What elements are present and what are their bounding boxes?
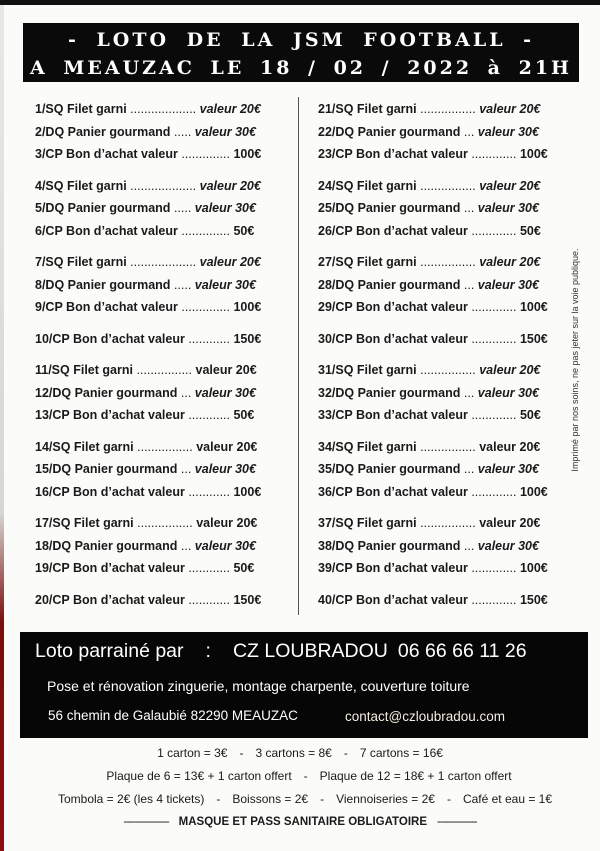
separator: -: [343, 746, 348, 760]
lot-value: valeur 30€: [477, 124, 539, 139]
sponsor-intro: Loto parrainé par: [35, 640, 184, 662]
lot-value: 50€: [233, 561, 255, 575]
leader-dots: ................: [136, 363, 193, 377]
event-title-banner: [23, 23, 579, 82]
lot-group: [318, 251, 563, 319]
lot-item: [35, 143, 285, 166]
lot-group: [318, 589, 563, 612]
lot-value: 150€: [233, 331, 262, 346]
lot-label: 20/CP Bon d’achat valeur: [35, 592, 185, 607]
price-list: [0, 742, 600, 834]
lot-label: 35/DQ Panier gourmand: [318, 462, 461, 476]
lot-label: 13/CP Bon d’achat valeur: [35, 408, 185, 422]
leader-dots: .............: [471, 408, 517, 422]
lot-item: [35, 328, 285, 351]
lot-value: valeur 20€: [479, 102, 541, 116]
lot-item: [35, 436, 285, 459]
price-item: Plaque de 12 = 18€ + 1 carton offert: [319, 769, 512, 783]
lot-value: 100€: [519, 300, 548, 314]
lot-value: 50€: [519, 408, 541, 422]
lot-label: 11/SQ Filet garni: [35, 363, 133, 377]
lot-value: valeur 20€: [199, 178, 261, 193]
lot-item: [35, 458, 285, 481]
separator: -: [446, 792, 451, 806]
lot-item: [318, 458, 563, 481]
lot-item: [318, 359, 563, 382]
lot-item: [35, 557, 285, 580]
photo-top-edge: [0, 0, 600, 5]
leader-dots: .....: [173, 124, 192, 139]
lot-item: [318, 535, 563, 558]
leader-dots: ................: [137, 439, 193, 454]
mandatory-notice: [0, 811, 600, 834]
lot-item: [35, 512, 285, 535]
leader-dots: ...: [463, 201, 475, 215]
lot-value: valeur 20€: [479, 439, 541, 454]
price-item: 3 cartons = 8€: [255, 746, 332, 760]
lot-value: valeur 30€: [477, 385, 539, 400]
leader-dots: ...: [463, 385, 475, 400]
lot-item: [318, 143, 563, 166]
lot-group: [318, 436, 563, 504]
lot-label: 16/CP Bon d’achat valeur: [35, 484, 185, 499]
lot-item: [35, 359, 285, 382]
lot-label: 8/DQ Panier gourmand: [35, 277, 171, 292]
lot-label: 6/CP Bon d’achat valeur: [35, 223, 178, 238]
lot-label: 4/SQ Filet garni: [35, 178, 127, 193]
lot-label: 3/CP Bon d’achat valeur: [35, 147, 178, 161]
lot-item: [318, 436, 563, 459]
mandatory-text: MASQUE ET PASS SANITAIRE OBLIGATOIRE: [178, 816, 427, 828]
lot-label: 29/CP Bon d’achat valeur: [318, 300, 468, 314]
lot-group: [35, 175, 285, 243]
lot-label: 5/DQ Panier gourmand: [35, 201, 171, 215]
lot-label: 18/DQ Panier gourmand: [35, 538, 178, 553]
lot-value: valeur 30€: [194, 385, 256, 400]
lot-item: [318, 220, 563, 243]
lot-label: 30/CP Bon d’achat valeur: [318, 331, 468, 346]
lot-item: [318, 98, 563, 121]
leader-dots: ............: [188, 484, 230, 499]
lot-value: valeur 20€: [199, 255, 261, 269]
lot-item: [35, 251, 285, 274]
lot-item: [35, 382, 285, 405]
lot-value: 50€: [233, 223, 255, 238]
lot-item: [318, 404, 563, 427]
lot-item: [318, 296, 563, 319]
leader-dots: ..............: [181, 300, 230, 314]
lot-label: 36/CP Bon d’achat valeur: [318, 484, 468, 499]
lot-value: valeur 30€: [194, 201, 256, 215]
price-item: Viennoiseries = 2€: [336, 792, 435, 806]
lot-group: [35, 251, 285, 319]
price-item: Plaque de 6 = 13€ + 1 carton offert: [106, 769, 292, 783]
leader-dots: ..............: [181, 147, 230, 161]
lots-column-right: [318, 98, 563, 620]
lot-item: [318, 557, 563, 580]
lot-item: [318, 197, 563, 220]
lot-label: 28/DQ Panier gourmand: [318, 277, 461, 292]
lot-label: 15/DQ Panier gourmand: [35, 462, 178, 476]
lot-group: [35, 98, 285, 166]
lot-item: [318, 121, 563, 144]
lot-group: [318, 328, 563, 351]
price-line-cartons: [0, 742, 600, 765]
lot-group: [35, 359, 285, 427]
lot-value: 50€: [233, 408, 255, 422]
lot-item: [35, 175, 285, 198]
lot-label: 19/CP Bon d’achat valeur: [35, 561, 185, 575]
lot-item: [35, 535, 285, 558]
lot-item: [318, 175, 563, 198]
lot-group: [318, 175, 563, 243]
lot-label: 22/DQ Panier gourmand: [318, 124, 461, 139]
event-date-location: A MEAUZAC LE 18 / 02 / 2022 à 21H: [29, 57, 573, 79]
lot-label: 9/CP Bon d’achat valeur: [35, 300, 178, 314]
leader-dots: .............: [471, 484, 517, 499]
lot-value: valeur 20€: [479, 516, 541, 530]
leader-dots: .....: [173, 201, 192, 215]
sponsor-name: CZ LOUBRADOU: [232, 640, 388, 662]
lot-item: [318, 328, 563, 351]
lot-label: 12/DQ Panier gourmand: [35, 385, 178, 400]
print-notice: Imprimé par nos soins, ne pas jeter sur la voie publique.: [570, 248, 580, 472]
lot-label: 37/SQ Filet garni: [318, 516, 417, 530]
sponsor-phone: 06 66 66 11 26: [397, 640, 527, 662]
lot-value: valeur 30€: [194, 124, 256, 139]
leader-dots: ...: [463, 462, 475, 476]
price-item: Tombola = 2€ (les 4 tickets): [57, 792, 205, 806]
lot-label: 24/SQ Filet garni: [318, 178, 417, 193]
price-line-extras: [0, 788, 600, 811]
price-line-plaques: [0, 765, 600, 788]
column-divider: [298, 97, 299, 615]
lot-item: [318, 589, 563, 612]
lot-label: 40/CP Bon d’achat valeur: [318, 592, 468, 607]
leader-dots: .............: [471, 300, 517, 314]
separator: -: [239, 746, 244, 760]
lot-value: valeur 30€: [194, 462, 256, 476]
leader-dots: .............: [471, 147, 517, 161]
leader-dots: .............: [471, 331, 517, 346]
dash-rule: --------------: [437, 816, 477, 828]
leader-dots: ...: [180, 385, 192, 400]
separator: -: [303, 769, 308, 783]
leader-dots: ...................: [130, 102, 197, 116]
leader-dots: .............: [471, 561, 517, 575]
lot-label: 31/SQ Filet garni: [318, 363, 417, 377]
sponsor-email: contact@czloubradou.com: [345, 709, 506, 724]
photo-left-edge: [0, 5, 4, 851]
lot-item: [35, 274, 285, 297]
lot-label: 10/CP Bon d’achat valeur: [35, 331, 185, 346]
lot-group: [35, 436, 285, 504]
price-item: 1 carton = 3€: [157, 746, 228, 760]
lot-value: valeur 20€: [479, 363, 541, 377]
lot-label: 32/DQ Panier gourmand: [318, 385, 461, 400]
leader-dots: ...................: [130, 178, 197, 193]
lot-value: valeur 30€: [477, 538, 539, 553]
leader-dots: ................: [137, 516, 193, 530]
sponsor-title: [35, 640, 527, 663]
lot-item: [35, 220, 285, 243]
lot-value: 100€: [233, 147, 262, 161]
lot-label: 26/CP Bon d’achat valeur: [318, 223, 468, 238]
separator: -: [216, 792, 221, 806]
leader-dots: ................: [420, 102, 476, 116]
lot-item: [318, 274, 563, 297]
leader-dots: .............: [471, 223, 517, 238]
lot-value: valeur 20€: [196, 516, 258, 530]
leader-dots: .............: [471, 592, 517, 607]
lot-item: [35, 197, 285, 220]
lot-value: 150€: [519, 592, 548, 607]
lot-value: 100€: [233, 300, 262, 314]
lot-item: [35, 121, 285, 144]
lot-value: 50€: [519, 223, 541, 238]
leader-dots: ................: [420, 516, 476, 530]
lot-value: valeur 30€: [477, 201, 539, 215]
lot-value: valeur 20€: [479, 178, 541, 193]
lot-value: 100€: [233, 484, 262, 499]
lot-label: 25/DQ Panier gourmand: [318, 201, 461, 215]
leader-dots: ...................: [130, 255, 197, 269]
leader-dots: ................: [420, 363, 476, 377]
lot-label: 1/SQ Filet garni: [35, 102, 127, 116]
price-item: Boissons = 2€: [232, 792, 309, 806]
lot-label: 34/SQ Filet garni: [318, 439, 417, 454]
leader-dots: ...: [463, 124, 475, 139]
lot-item: [318, 382, 563, 405]
lot-group: [35, 328, 285, 351]
leader-dots: ...: [180, 538, 192, 553]
lot-value: 150€: [519, 331, 548, 346]
lot-value: valeur 20€: [195, 363, 257, 377]
price-item: 7 cartons = 16€: [359, 746, 443, 760]
lot-value: valeur 30€: [477, 462, 539, 476]
lot-item: [35, 98, 285, 121]
lots-column-left: [35, 98, 285, 620]
sponsor-banner: [20, 632, 588, 738]
leader-dots: ...: [463, 538, 475, 553]
lot-value: 100€: [519, 484, 548, 499]
sponsor-address: 56 chemin de Galaubié 82290 MEAUZAC: [48, 708, 298, 723]
leader-dots: .....: [173, 277, 192, 292]
lot-value: 100€: [519, 147, 548, 161]
lot-label: 38/DQ Panier gourmand: [318, 538, 461, 553]
lot-label: 39/CP Bon d’achat valeur: [318, 561, 468, 575]
lot-label: 27/SQ Filet garni: [318, 255, 417, 269]
lot-item: [35, 481, 285, 504]
leader-dots: ................: [420, 178, 476, 193]
leader-dots: ............: [188, 408, 230, 422]
lot-value: valeur 30€: [194, 538, 256, 553]
lot-value: valeur 30€: [477, 277, 539, 292]
separator: -: [320, 792, 325, 806]
lot-label: 7/SQ Filet garni: [35, 255, 127, 269]
lot-value: valeur 30€: [194, 277, 256, 292]
lot-group: [35, 512, 285, 580]
lot-label: 2/DQ Panier gourmand: [35, 124, 171, 139]
sponsor-description: Pose et rénovation zinguerie, montage charpente, couverture toiture: [47, 678, 470, 694]
leader-dots: ..............: [181, 223, 230, 238]
leader-dots: ............: [188, 561, 230, 575]
lot-label: 17/SQ Filet garni: [35, 516, 134, 530]
dash-rule: ----------------: [123, 816, 169, 828]
leader-dots: ................: [420, 255, 476, 269]
leader-dots: ............: [188, 592, 230, 607]
leader-dots: ................: [420, 439, 476, 454]
lot-label: 14/SQ Filet garni: [35, 439, 134, 454]
lot-label: 23/CP Bon d’achat valeur: [318, 147, 468, 161]
lot-label: 21/SQ Filet garni: [318, 102, 417, 116]
lot-group: [318, 359, 563, 427]
event-title: - LOTO DE LA JSM FOOTBALL -: [67, 29, 535, 51]
lot-item: [35, 404, 285, 427]
lot-item: [318, 512, 563, 535]
lot-value: 150€: [233, 592, 262, 607]
lot-item: [318, 481, 563, 504]
lot-group: [35, 589, 285, 612]
leader-dots: ...: [463, 277, 475, 292]
lot-item: [35, 589, 285, 612]
lot-value: valeur 20€: [199, 102, 261, 116]
lot-group: [318, 98, 563, 166]
lot-value: 100€: [519, 561, 548, 575]
lot-label: 33/CP Bon d’achat valeur: [318, 408, 468, 422]
leader-dots: ............: [188, 331, 230, 346]
lot-group: [318, 512, 563, 580]
lot-item: [318, 251, 563, 274]
leader-dots: ...: [180, 462, 192, 476]
lot-value: valeur 20€: [196, 439, 258, 454]
lot-item: [35, 296, 285, 319]
lot-value: valeur 20€: [479, 255, 541, 269]
sponsor-colon: :: [205, 640, 211, 662]
price-item: Café et eau = 1€: [462, 792, 553, 806]
